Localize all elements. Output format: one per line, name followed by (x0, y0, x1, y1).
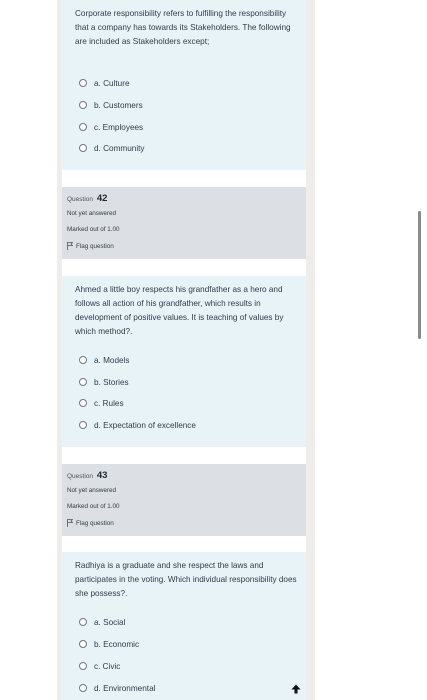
option-label: b. Economic (94, 639, 140, 649)
page-scrollbar[interactable] (418, 211, 421, 339)
question-grade: Marked out of 1.00 (67, 226, 120, 233)
option-label: a. Social (94, 617, 126, 627)
answer-option-c[interactable] (79, 397, 124, 409)
option-label: c. Rules (94, 398, 124, 408)
radio-button-icon[interactable] (79, 378, 87, 386)
option-label: b. Stories (94, 377, 129, 387)
option-label: d. Community (94, 143, 145, 153)
radio-button-icon[interactable] (79, 640, 87, 648)
option-label: a. Models (94, 355, 130, 365)
question-number-value: 42 (96, 193, 108, 204)
question-42-info (62, 187, 306, 259)
answer-option-a[interactable] (79, 616, 125, 628)
answer-option-c[interactable] (79, 121, 143, 133)
question-number (67, 193, 107, 204)
answer-option-b[interactable] (79, 638, 139, 650)
question-number-value: 43 (96, 470, 108, 481)
radio-button-icon[interactable] (79, 662, 87, 670)
radio-button-icon[interactable] (79, 144, 87, 152)
radio-button-icon[interactable] (79, 684, 87, 692)
flag-question-label: Flag question (76, 242, 114, 250)
question-text: Radhiya is a graduate and she respect the laws and participates in the voting. Which individual responsibility does she possess?. (75, 561, 297, 598)
question-43-info (62, 464, 306, 536)
radio-button-icon[interactable] (79, 356, 87, 364)
answer-option-b[interactable] (79, 99, 143, 111)
question-text: Corporate responsibility refers to fulfilling the responsibility that a company has towards its Stakeholders. The following are included as Stakeholders except; (75, 9, 291, 46)
question-number (67, 470, 107, 481)
option-label: a. Culture (94, 78, 130, 88)
arrow-up-icon[interactable] (290, 683, 302, 695)
answer-option-a[interactable] (79, 77, 130, 89)
answer-status: Not yet answered (67, 487, 117, 494)
flag-question-link[interactable] (67, 242, 114, 250)
flag-icon (67, 519, 73, 527)
answer-status: Not yet answered (67, 210, 117, 217)
radio-button-icon[interactable] (79, 421, 87, 429)
question-text: Ahmed a little boy respects his grandfather as a hero and follows all action of his grandfather, which results in development of positive values. It is teaching of values by which method?. (75, 285, 284, 336)
answer-option-d[interactable] (79, 142, 145, 154)
option-label: d. Environmental (94, 683, 156, 693)
question-grade: Marked out of 1.00 (67, 503, 120, 510)
flag-icon (67, 242, 73, 250)
page-gutter-right (306, 0, 315, 700)
radio-button-icon[interactable] (79, 79, 87, 87)
question-42-formulation (62, 276, 306, 447)
question-41-formulation (62, 0, 306, 170)
answer-option-d[interactable] (79, 682, 155, 694)
answer-option-a[interactable] (79, 354, 130, 366)
option-label: b. Customers (94, 100, 143, 110)
radio-button-icon[interactable] (79, 618, 87, 626)
answer-option-b[interactable] (79, 376, 129, 388)
flag-question-label: Flag question (76, 519, 114, 527)
option-label: c. Employees (94, 122, 144, 132)
radio-button-icon[interactable] (79, 123, 87, 131)
question-43-formulation (62, 552, 306, 700)
option-label: c. Civic (94, 661, 121, 671)
answer-option-c[interactable] (79, 660, 120, 672)
question-label: Question (67, 196, 94, 203)
radio-button-icon[interactable] (79, 399, 87, 407)
option-label: d. Expectation of excellence (94, 420, 196, 430)
radio-button-icon[interactable] (79, 101, 87, 109)
question-label: Question (67, 473, 94, 480)
flag-question-link[interactable] (67, 519, 114, 527)
answer-option-d[interactable] (79, 419, 196, 431)
